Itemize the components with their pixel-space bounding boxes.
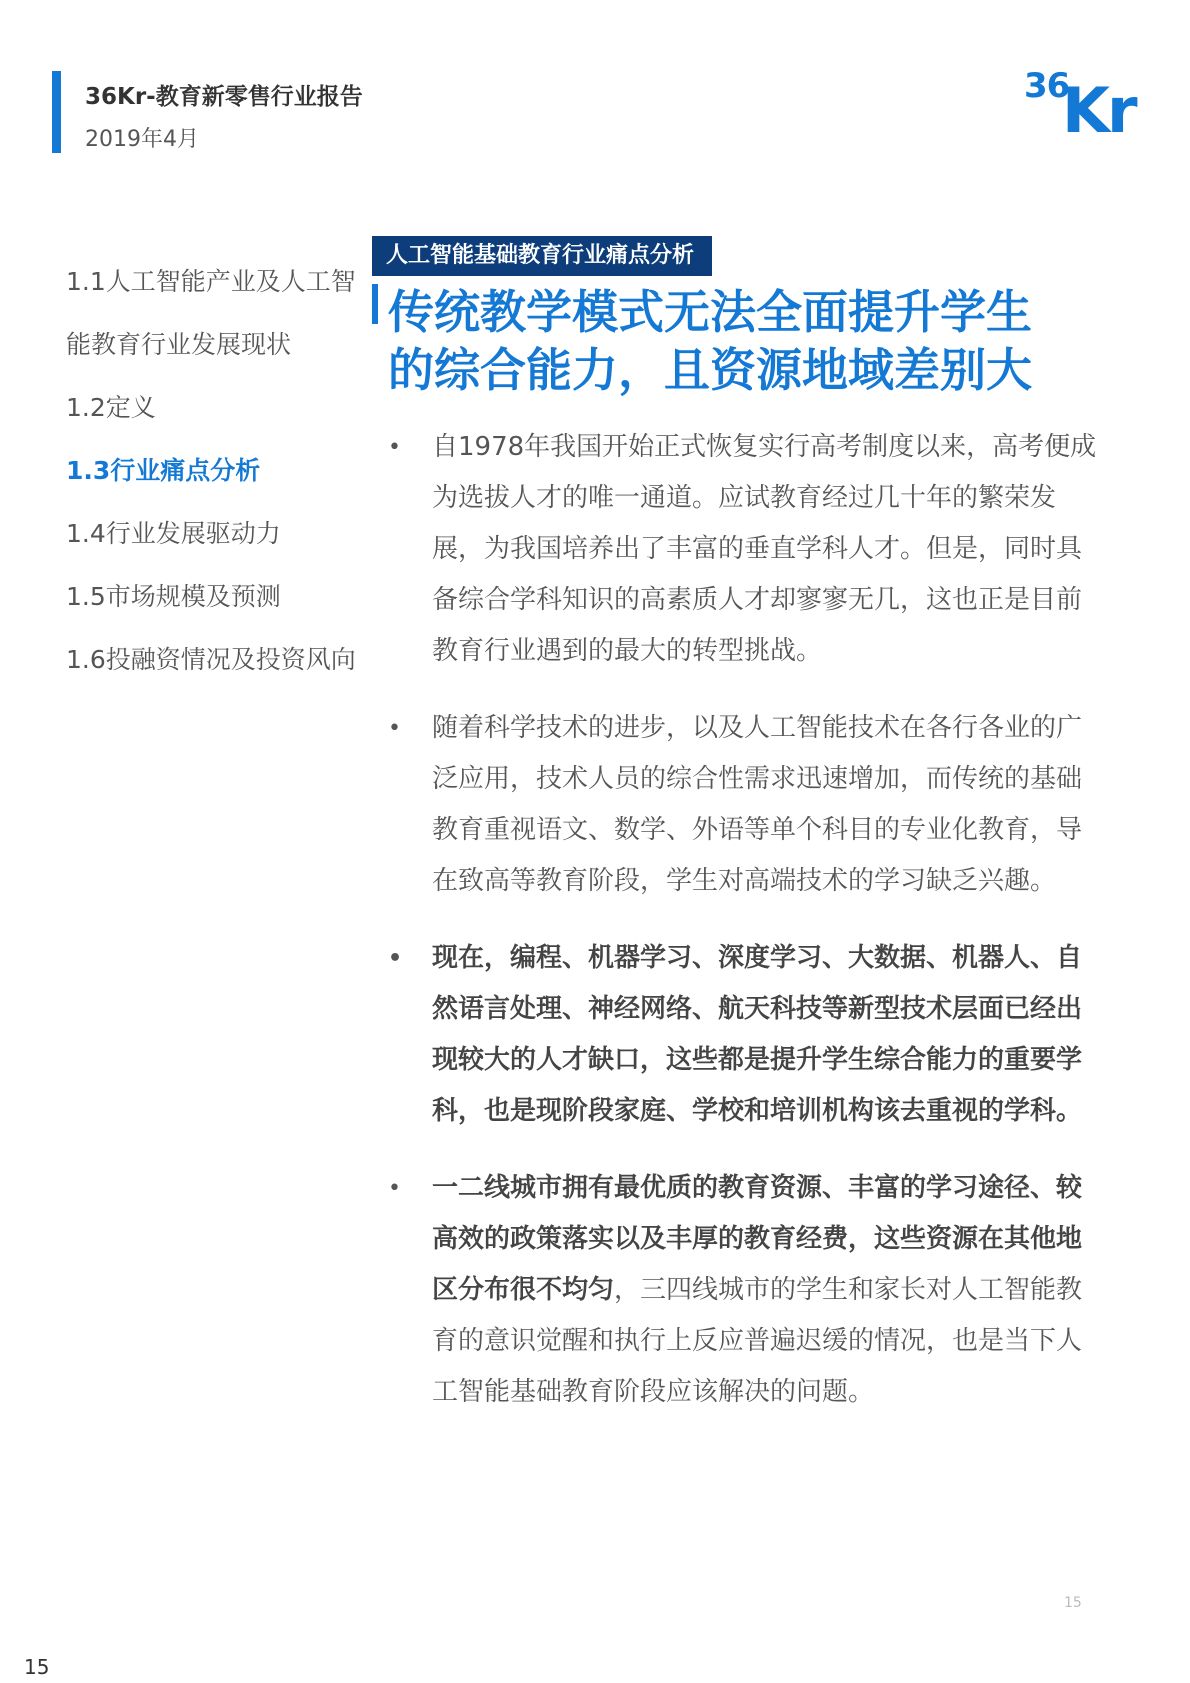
toc-item-1-5[interactable]: 1.5市场规模及预测 <box>66 582 281 611</box>
logo-letters: Kr <box>1062 74 1135 147</box>
toc-item-1-1[interactable]: 1.1人工智能产业及人工智能教育行业发展现状 <box>66 267 356 359</box>
section-headline <box>388 283 1088 399</box>
toc-item-1-4[interactable]: 1.4行业发展驱动力 <box>66 519 281 548</box>
toc-item-1-3-active[interactable]: 1.3行业痛点分析 <box>66 456 261 485</box>
headline-line-2: 的综合能力，且资源地域差别大 <box>388 343 1032 397</box>
bullet-text-4-rest: ，三四线城市的学生和家长对人工智能教育的意识觉醒和执行上反应普遍迟缓的情况，也是当下人工智能基础教育阶段应该解决的问题。 <box>432 1275 1083 1407</box>
bullet-text-3: 现在，编程、机器学习、深度学习、大数据、机器人、自然语言处理、神经网络、航天科技等新型技术层面已经出现较大的人才缺口，这些都是提升学生综合能力的重要学科，也是现阶段家庭、学校和培训机构该去重视的学科。 <box>432 943 1083 1126</box>
bullet-marker: • <box>388 1176 401 1201</box>
logo-number: 36 <box>1024 66 1070 106</box>
table-of-contents <box>66 250 356 691</box>
bullet-marker: • <box>388 946 403 971</box>
report-date: 2019年4月 <box>85 127 199 152</box>
bullet-item-4 <box>380 1163 1100 1418</box>
headline-accent-bar <box>372 284 378 324</box>
bullet-item-3 <box>380 933 1100 1137</box>
bullet-text-4-bold: 一二线城市拥有最优质的教育资源、丰富的学习途径、较高效的政策落实以及丰厚的教育经费，这些资源在其他地区分布很不均匀 <box>432 1173 1083 1305</box>
header-accent-bar <box>52 71 61 153</box>
section-tag: 人工智能基础教育行业痛点分析 <box>372 236 712 276</box>
bullet-text-1: 自1978年我国开始正式恢复实行高考制度以来，高考便成为选拔人才的唯一通道。应试教育经过几十年的繁荣发展，为我国培养出了丰富的垂直学科人才。但是，同时具备综合学科知识的高素质人才却寥寥无几，这也正是目前教育行业遇到的最大的转型挑战。 <box>432 432 1097 666</box>
bullet-list <box>380 422 1100 1444</box>
toc-item-1-6[interactable]: 1.6投融资情况及投资风向 <box>66 645 356 674</box>
bullet-marker: • <box>388 716 401 741</box>
bullet-marker: • <box>388 435 401 460</box>
bullet-text-2: 随着科学技术的进步，以及人工智能技术在各行各业的广泛应用，技术人员的综合性需求迅速增加，而传统的基础教育重视语文、数学、外语等单个科目的专业化教育，导在致高等教育阶段，学生对高端技术的学习缺乏兴趣。 <box>432 713 1083 896</box>
36kr-logo <box>1022 66 1152 147</box>
bullet-item-2 <box>380 703 1100 907</box>
bullet-item-1 <box>380 422 1100 677</box>
toc-item-1-2[interactable]: 1.2定义 <box>66 393 156 422</box>
headline-line-1: 传统教学模式无法全面提升学生 <box>388 285 1032 339</box>
page-number: 15 <box>24 1655 50 1679</box>
page-number-small: 15 <box>1064 1595 1082 1611</box>
report-title: 36Kr-教育新零售行业报告 <box>85 84 363 110</box>
